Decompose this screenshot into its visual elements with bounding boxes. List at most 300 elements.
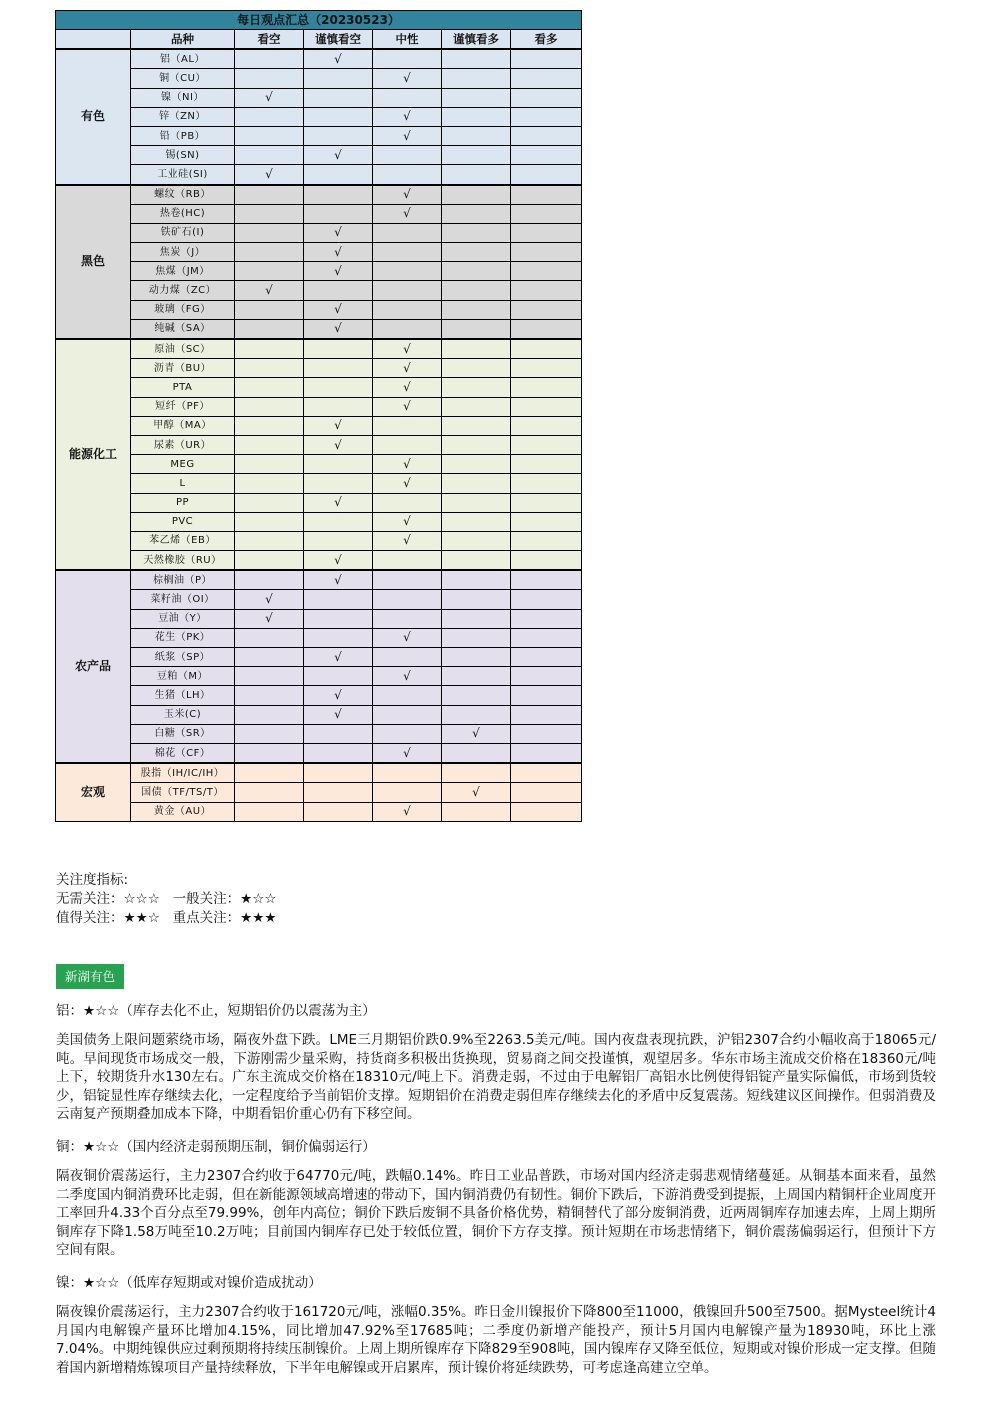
view-cell-bearish: [235, 743, 304, 763]
view-cell-bearish: [235, 493, 304, 512]
view-cell-bearish: [235, 686, 304, 705]
view-cell-cautious-bearish: √: [304, 435, 373, 454]
view-cell-cautious-bearish: [304, 512, 373, 531]
view-cell-cautious-bearish: √: [304, 319, 373, 339]
view-cell-cautious-bullish: [442, 493, 511, 512]
variety-name: L: [131, 474, 235, 493]
view-cell-bearish: [235, 397, 304, 416]
view-cell-bullish: [511, 88, 582, 107]
section-aluminum: [56, 1002, 936, 1124]
variety-name: 甲醇（MA）: [131, 416, 235, 435]
view-cell-cautious-bullish: [442, 69, 511, 88]
view-cell-cautious-bearish: √: [304, 49, 373, 69]
view-cell-bullish: [511, 743, 582, 763]
view-cell-cautious-bearish: [304, 783, 373, 802]
view-cell-neutral: √: [373, 185, 442, 205]
variety-name: 螺纹（RB）: [131, 185, 235, 205]
table-row: [56, 551, 582, 571]
view-cell-bearish: [235, 378, 304, 397]
view-cell-bearish: √: [235, 281, 304, 300]
view-cell-bearish: [235, 455, 304, 474]
variety-name: 生猪（LH）: [131, 686, 235, 705]
table-row: [56, 474, 582, 493]
view-cell-bullish: [511, 783, 582, 802]
view-cell-bearish: √: [235, 609, 304, 628]
view-cell-cautious-bullish: [442, 262, 511, 281]
table-row: [56, 49, 582, 69]
header-bullish: 看多: [511, 30, 582, 50]
view-cell-cautious-bearish: [304, 474, 373, 493]
view-cell-neutral: [373, 281, 442, 300]
view-cell-bearish: [235, 107, 304, 126]
view-cell-bullish: [511, 493, 582, 512]
view-cell-cautious-bearish: [304, 126, 373, 145]
view-cell-cautious-bearish: [304, 359, 373, 378]
view-cell-bearish: [235, 204, 304, 223]
view-cell-bearish: [235, 435, 304, 454]
header-cautious-bearish: 谨慎看空: [304, 30, 373, 50]
header-variety: 品种: [131, 30, 235, 50]
table-row: [56, 783, 582, 802]
view-cell-neutral: [373, 609, 442, 628]
view-cell-bullish: [511, 686, 582, 705]
view-cell-neutral: √: [373, 531, 442, 550]
table-body: [56, 11, 582, 822]
view-cell-neutral: √: [373, 126, 442, 145]
view-cell-bullish: [511, 667, 582, 686]
view-cell-bullish: [511, 281, 582, 300]
header-bearish: 看空: [235, 30, 304, 50]
table-title: 每日观点汇总（20230523）: [56, 11, 582, 30]
table-row: [56, 378, 582, 397]
view-cell-neutral: [373, 49, 442, 69]
table-row: [56, 705, 582, 724]
variety-name: 沥青（BU）: [131, 359, 235, 378]
view-cell-neutral: [373, 724, 442, 743]
view-cell-bearish: √: [235, 88, 304, 107]
view-cell-bearish: [235, 763, 304, 783]
variety-name: MEG: [131, 455, 235, 474]
view-cell-bearish: [235, 69, 304, 88]
table-row: [56, 570, 582, 590]
view-cell-neutral: √: [373, 667, 442, 686]
view-cell-bullish: [511, 416, 582, 435]
view-cell-neutral: [373, 763, 442, 783]
view-cell-bullish: [511, 300, 582, 319]
variety-name: 花生（PK）: [131, 628, 235, 647]
view-cell-cautious-bearish: [304, 628, 373, 647]
view-cell-bearish: [235, 705, 304, 724]
view-cell-bearish: √: [235, 165, 304, 185]
view-cell-neutral: √: [373, 474, 442, 493]
view-cell-cautious-bearish: [304, 531, 373, 550]
view-cell-cautious-bullish: [442, 88, 511, 107]
view-cell-bullish: [511, 185, 582, 205]
view-cell-bullish: [511, 397, 582, 416]
table-row: [56, 455, 582, 474]
view-cell-bullish: [511, 648, 582, 667]
table-row: [56, 397, 582, 416]
table-row: [56, 359, 582, 378]
aluminum-body: 美国债务上限问题萦绕市场，隔夜外盘下跌。LME三月期铝价跌0.9%至2263.5美元/吨。国内夜盘表现抗跌，沪铝2307合约小幅收高于18065元/吨。早间现货市场成交一般，下游刚需少量采购，持货商多积极出货换现，贸易商之间交投谨慎，观望居多。华东市场主流成交价格在18360元/吨上下，较期货升水130左右。广东主流成交价格在18310元/吨上下。消费走弱，不过由于电解铝厂高铝水比例使得铝锭产量实际偏低，市场到货较少，铝锭显性库存继续去化，一定程度给予当前铝价支撑。短期铝价在消费走弱但库存继续去化的矛盾中反复震荡。短线建议区间操作。但弱消费及云南复产预期叠加成本下降，中期看铝价重心仍有下移空间。: [56, 1032, 936, 1123]
view-cell-cautious-bullish: [442, 531, 511, 550]
view-cell-cautious-bearish: [304, 455, 373, 474]
view-cell-cautious-bearish: √: [304, 686, 373, 705]
category-youse: 有色: [56, 49, 131, 184]
view-cell-cautious-bearish: √: [304, 648, 373, 667]
section-badge-xinhu-nonferrous: 新湖有色: [56, 964, 124, 989]
view-cell-neutral: [373, 243, 442, 262]
variety-name: 尿素（UR）: [131, 435, 235, 454]
view-cell-neutral: [373, 262, 442, 281]
view-cell-cautious-bullish: [442, 107, 511, 126]
view-cell-bearish: [235, 359, 304, 378]
view-cell-cautious-bullish: [442, 165, 511, 185]
view-cell-cautious-bearish: [304, 802, 373, 821]
variety-name: 镍（NI）: [131, 88, 235, 107]
view-cell-neutral: [373, 88, 442, 107]
view-cell-cautious-bullish: [442, 49, 511, 69]
table-row: [56, 609, 582, 628]
view-cell-bearish: [235, 628, 304, 647]
table-header-row: [56, 30, 582, 50]
view-cell-neutral: √: [373, 339, 442, 359]
view-cell-cautious-bearish: √: [304, 223, 373, 242]
view-cell-neutral: √: [373, 359, 442, 378]
view-cell-cautious-bullish: [442, 126, 511, 145]
view-cell-cautious-bearish: [304, 724, 373, 743]
table-row: [56, 531, 582, 550]
table-row: [56, 435, 582, 454]
table-row: [56, 319, 582, 339]
table-row: [56, 281, 582, 300]
view-cell-bearish: [235, 339, 304, 359]
view-cell-bullish: [511, 204, 582, 223]
variety-name: 棉花（CF）: [131, 743, 235, 763]
view-cell-bullish: [511, 243, 582, 262]
view-cell-neutral: [373, 146, 442, 165]
view-cell-neutral: [373, 686, 442, 705]
variety-name: 锡(SN): [131, 146, 235, 165]
view-cell-bearish: [235, 300, 304, 319]
view-cell-bullish: [511, 339, 582, 359]
variety-name: 天然橡胶（RU）: [131, 551, 235, 571]
view-cell-neutral: [373, 493, 442, 512]
view-cell-cautious-bearish: [304, 88, 373, 107]
view-cell-neutral: [373, 165, 442, 185]
view-cell-neutral: √: [373, 628, 442, 647]
view-cell-bullish: [511, 455, 582, 474]
category-nengyuan: 能源化工: [56, 339, 131, 570]
view-cell-cautious-bullish: [442, 281, 511, 300]
table-row: [56, 416, 582, 435]
view-cell-neutral: [373, 319, 442, 339]
variety-name: 豆油（Y）: [131, 609, 235, 628]
view-cell-neutral: √: [373, 107, 442, 126]
view-cell-bearish: [235, 512, 304, 531]
table-row: [56, 126, 582, 145]
view-cell-bearish: [235, 667, 304, 686]
view-cell-cautious-bullish: [442, 474, 511, 493]
view-cell-neutral: √: [373, 69, 442, 88]
table-row: [56, 802, 582, 821]
nickel-body: 隔夜镍价震荡运行，主力2307合约收于161720元/吨，涨幅0.35%。昨日金川镍报价下降800至11000，俄镍回升500至7500。据Mysteel统计4月国内电解镍产量环比增加4.15%，同比增加47.92%至17685吨；二季度仍新增产能投产，预计5月国内电解镍产量为18930吨，环比上涨7.04%。中期纯镍供应过剩预期将持续压制镍价。上周上期所镍库存下降829至908吨，国内镍库存又降至低位，短期或对镍价形成一定支撑。但随着国内新增精炼镍项目产量持续释放，下半年电解镍或开启累库，预计镍价将延续跌势，可考虑逢高建立空单。: [56, 1304, 936, 1376]
view-cell-bullish: [511, 628, 582, 647]
view-cell-cautious-bearish: [304, 590, 373, 609]
view-cell-bearish: [235, 126, 304, 145]
table-row: [56, 763, 582, 783]
table-row: [56, 743, 582, 763]
view-cell-cautious-bearish: √: [304, 416, 373, 435]
table-row: [56, 493, 582, 512]
variety-name: 玻璃（FG）: [131, 300, 235, 319]
table-title-row: [56, 11, 582, 30]
table-row: [56, 339, 582, 359]
view-cell-neutral: [373, 416, 442, 435]
variety-name: 豆粕（M）: [131, 667, 235, 686]
view-cell-neutral: √: [373, 378, 442, 397]
variety-name: 股指（IH/IC/IH）: [131, 763, 235, 783]
view-cell-cautious-bullish: [442, 243, 511, 262]
view-cell-cautious-bullish: [442, 648, 511, 667]
variety-name: 铅（PB）: [131, 126, 235, 145]
view-cell-cautious-bearish: √: [304, 493, 373, 512]
view-cell-cautious-bearish: [304, 397, 373, 416]
view-cell-cautious-bearish: √: [304, 300, 373, 319]
view-cell-bullish: [511, 319, 582, 339]
view-cell-cautious-bearish: [304, 204, 373, 223]
view-cell-bullish: [511, 262, 582, 281]
variety-name: 白糖（SR）: [131, 724, 235, 743]
view-cell-cautious-bearish: [304, 609, 373, 628]
table-row: [56, 628, 582, 647]
view-cell-bullish: [511, 512, 582, 531]
view-cell-bullish: [511, 146, 582, 165]
table-row: [56, 107, 582, 126]
view-cell-bearish: [235, 262, 304, 281]
category-hongguan: 宏观: [56, 763, 131, 821]
view-cell-bullish: [511, 474, 582, 493]
view-cell-bullish: [511, 551, 582, 571]
view-cell-bullish: [511, 223, 582, 242]
view-cell-cautious-bullish: √: [442, 724, 511, 743]
variety-name: 原油（SC）: [131, 339, 235, 359]
view-cell-cautious-bullish: [442, 551, 511, 571]
view-cell-cautious-bearish: √: [304, 570, 373, 590]
view-cell-cautious-bullish: [442, 204, 511, 223]
view-cell-bearish: [235, 185, 304, 205]
view-cell-neutral: [373, 223, 442, 242]
view-cell-cautious-bearish: √: [304, 262, 373, 281]
view-cell-cautious-bullish: [442, 609, 511, 628]
table-row: [56, 204, 582, 223]
variety-name: 国债（TF/TS/T）: [131, 783, 235, 802]
table-row: [56, 146, 582, 165]
view-cell-bullish: [511, 531, 582, 550]
view-cell-cautious-bullish: [442, 319, 511, 339]
variety-name: 铝（AL）: [131, 49, 235, 69]
variety-name: PP: [131, 493, 235, 512]
table-row: [56, 686, 582, 705]
view-cell-cautious-bearish: [304, 185, 373, 205]
view-cell-neutral: √: [373, 204, 442, 223]
legend-line-1: 无需关注：☆☆☆ 一般关注：★☆☆: [56, 891, 277, 907]
aluminum-heading: 铝：★☆☆（库存去化不止，短期铝价仍以震荡为主）: [56, 1003, 376, 1019]
view-cell-bullish: [511, 724, 582, 743]
view-cell-cautious-bullish: [442, 339, 511, 359]
table-row: [56, 243, 582, 262]
view-cell-cautious-bullish: [442, 185, 511, 205]
view-cell-bullish: [511, 590, 582, 609]
view-cell-cautious-bullish: [442, 223, 511, 242]
table-row: [56, 300, 582, 319]
variety-name: 锌（ZN）: [131, 107, 235, 126]
variety-name: 动力煤（ZC）: [131, 281, 235, 300]
table-row: [56, 648, 582, 667]
view-cell-bearish: √: [235, 590, 304, 609]
view-cell-bullish: [511, 802, 582, 821]
view-cell-neutral: √: [373, 455, 442, 474]
table-row: [56, 262, 582, 281]
variety-name: 玉米(C): [131, 705, 235, 724]
view-cell-cautious-bearish: [304, 165, 373, 185]
view-cell-cautious-bullish: [442, 146, 511, 165]
view-cell-cautious-bullish: [442, 378, 511, 397]
variety-name: 纯碱（SA）: [131, 319, 235, 339]
view-cell-bearish: [235, 223, 304, 242]
copper-heading: 铜：★☆☆（国内经济走弱预期压制，铜价偏弱运行）: [56, 1139, 376, 1155]
legend-line-2: 值得关注：★★☆ 重点关注：★★★: [56, 910, 277, 926]
nickel-heading: 镍：★☆☆（低库存短期或对镍价造成扰动）: [56, 1275, 322, 1291]
variety-name: 短纤（PF）: [131, 397, 235, 416]
variety-name: 棕榈油（P）: [131, 570, 235, 590]
view-cell-cautious-bearish: [304, 743, 373, 763]
view-cell-bearish: [235, 243, 304, 262]
view-cell-cautious-bullish: [442, 628, 511, 647]
category-heise: 黑色: [56, 185, 131, 340]
view-cell-bullish: [511, 435, 582, 454]
view-cell-neutral: [373, 705, 442, 724]
view-cell-cautious-bearish: √: [304, 551, 373, 571]
view-cell-cautious-bearish: [304, 378, 373, 397]
category-nongchanpin: 农产品: [56, 570, 131, 763]
view-cell-neutral: [373, 783, 442, 802]
view-cell-bearish: [235, 474, 304, 493]
view-cell-bullish: [511, 609, 582, 628]
variety-name: 工业硅(SI): [131, 165, 235, 185]
header-empty: [56, 30, 131, 50]
view-cell-cautious-bullish: [442, 512, 511, 531]
section-copper: [56, 1138, 936, 1260]
view-cell-bearish: [235, 146, 304, 165]
view-cell-cautious-bullish: [442, 590, 511, 609]
header-neutral: 中性: [373, 30, 442, 50]
variety-name: 菜籽油（OI）: [131, 590, 235, 609]
view-cell-cautious-bullish: [442, 667, 511, 686]
view-cell-cautious-bearish: √: [304, 146, 373, 165]
view-cell-cautious-bullish: [442, 416, 511, 435]
view-cell-cautious-bullish: [442, 686, 511, 705]
view-cell-bullish: [511, 705, 582, 724]
view-cell-neutral: √: [373, 512, 442, 531]
legend-title: 关注度指标:: [56, 872, 129, 888]
view-cell-cautious-bearish: [304, 281, 373, 300]
table-row: [56, 185, 582, 205]
view-cell-cautious-bullish: [442, 397, 511, 416]
view-cell-bullish: [511, 165, 582, 185]
view-cell-bearish: [235, 49, 304, 69]
view-cell-cautious-bearish: [304, 69, 373, 88]
variety-name: 苯乙烯（EB）: [131, 531, 235, 550]
table-row: [56, 724, 582, 743]
view-cell-neutral: √: [373, 743, 442, 763]
view-cell-cautious-bullish: [442, 435, 511, 454]
view-cell-neutral: [373, 570, 442, 590]
view-cell-neutral: √: [373, 397, 442, 416]
view-cell-cautious-bullish: [442, 743, 511, 763]
attention-legend: [56, 871, 277, 928]
variety-name: 焦煤（JM）: [131, 262, 235, 281]
view-cell-cautious-bearish: √: [304, 243, 373, 262]
view-cell-bearish: [235, 416, 304, 435]
view-cell-cautious-bullish: [442, 359, 511, 378]
copper-body: 隔夜铜价震荡运行，主力2307合约收于64770元/吨，跌幅0.14%。昨日工业品普跌，市场对国内经济走弱悲观情绪蔓延。从铜基本面来看，虽然二季度国内铜消费环比走弱，但在新能源领域高增速的带动下，国内铜消费仍有韧性。铜价下跌后，下游消费受到提振，上周国内精铜杆企业周度开工率回升4.33个百分点至79.99%，创年内高位；铜价下跌后废铜不具备价格优势，精铜替代了部分废铜消费，近两周铜库存加速去库，上周上期所铜库存下降1.58万吨至10.2万吨；目前国内铜库存已处于较低位置，铜价下方存支撑。预计短期在市场悲情绪下，铜价震荡偏弱运行，但预计下方空间有限。: [56, 1168, 936, 1259]
view-cell-bearish: [235, 531, 304, 550]
view-cell-cautious-bullish: [442, 705, 511, 724]
daily-view-summary-table: [55, 10, 582, 822]
view-cell-bearish: [235, 648, 304, 667]
view-cell-neutral: [373, 648, 442, 667]
view-cell-bearish: [235, 551, 304, 571]
variety-name: 铁矿石(I): [131, 223, 235, 242]
view-cell-cautious-bullish: [442, 802, 511, 821]
view-cell-cautious-bullish: [442, 455, 511, 474]
section-nickel: [56, 1274, 936, 1377]
view-cell-cautious-bearish: [304, 667, 373, 686]
view-cell-cautious-bearish: [304, 107, 373, 126]
table-row: [56, 590, 582, 609]
view-cell-bearish: [235, 570, 304, 590]
view-cell-neutral: [373, 551, 442, 571]
variety-name: PTA: [131, 378, 235, 397]
view-cell-cautious-bearish: [304, 763, 373, 783]
view-cell-cautious-bullish: [442, 763, 511, 783]
variety-name: 黄金（AU）: [131, 802, 235, 821]
view-cell-bearish: [235, 802, 304, 821]
variety-name: 纸浆（SP）: [131, 648, 235, 667]
view-cell-neutral: [373, 435, 442, 454]
table-row: [56, 69, 582, 88]
view-cell-cautious-bullish: [442, 570, 511, 590]
table-row: [56, 512, 582, 531]
table-row: [56, 88, 582, 107]
view-cell-bullish: [511, 107, 582, 126]
view-cell-neutral: √: [373, 802, 442, 821]
view-cell-bearish: [235, 783, 304, 802]
table-row: [56, 223, 582, 242]
view-cell-neutral: [373, 590, 442, 609]
view-cell-bullish: [511, 126, 582, 145]
table-row: [56, 165, 582, 185]
view-cell-neutral: [373, 300, 442, 319]
view-cell-cautious-bullish: [442, 300, 511, 319]
view-cell-cautious-bullish: √: [442, 783, 511, 802]
view-cell-bullish: [511, 69, 582, 88]
view-cell-bullish: [511, 378, 582, 397]
view-cell-bullish: [511, 570, 582, 590]
variety-name: PVC: [131, 512, 235, 531]
view-cell-bearish: [235, 319, 304, 339]
